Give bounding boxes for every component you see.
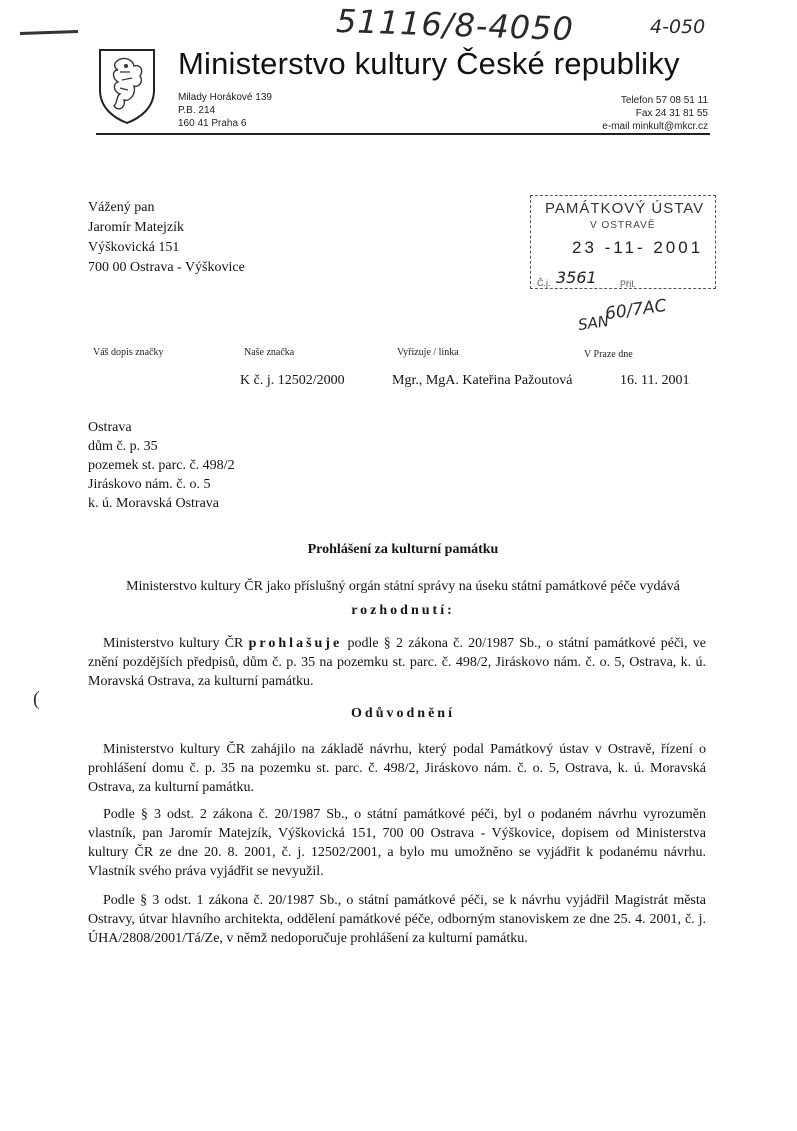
handwritten-file-number: 51116/8-4050 [335, 1, 575, 49]
reasoning-paragraph-2: Podle § 3 odst. 2 zákona č. 20/1987 Sb., o státní památkové péči, byl o podaném návrhu vyrozuměn vlastník, pan Jaromír Matejzík, Výškovická 151, 700 00 Ostrava - Výškovice, dopisem od Ministerstva kultury ČR ze dne 20. 8. 2001, č. j. 12502/2001, a bylo mu umožněno se vyjádřit k podanému návrhu. Vlastník svého práva vyjádřit se nevyužil. [88, 807, 706, 879]
document-heading: Prohlášení za kulturní památku [307, 542, 499, 557]
handwritten-annotation: 60/7AC [603, 295, 668, 325]
decision-heading: rozhodnutí: [351, 603, 455, 618]
decision-pre: Ministerstvo kultury ČR [103, 636, 244, 651]
recipient-line: Výškovická 151 [88, 240, 180, 255]
margin-mark: ( [33, 688, 40, 710]
address-line: 160 41 Praha 6 [178, 118, 247, 129]
subject-line: dům č. p. 35 [88, 439, 158, 454]
decision-keyword: prohlašuje [248, 636, 343, 651]
stamp-date: 23 -11- 2001 [572, 238, 704, 257]
date-value: 16. 11. 2001 [620, 373, 690, 388]
recipient-line: 700 00 Ostrava - Výškovice [88, 260, 245, 275]
ministry-name: Ministerstvo kultury České republiky [178, 46, 680, 81]
ministry-contacts [560, 94, 708, 133]
label-our-ref: Naše značka [244, 347, 295, 358]
decision-post: podle § 2 zákona č. 20/1987 Sb., o státní památkové péči, ve znění pozdějších předpisů, dům č. p. 35 na pozemku st. parc. č. 498/2, Jiráskovo nám. č. o. 5, Ostrava, k. ú. Moravská Ostrava, za kulturní památku. [88, 636, 707, 689]
letterhead-rule [96, 133, 710, 135]
stamp-cj-label: Č.j. [537, 278, 551, 288]
fax: Fax 24 31 81 55 [635, 108, 708, 119]
stamp-title: PAMÁTKOVÝ ÚSTAV [545, 200, 705, 217]
label-date: V Praze dne [584, 349, 633, 360]
address-line: P.B. 214 [178, 105, 216, 116]
stamp-attachments-label: Příl. [620, 279, 637, 289]
subject-block [88, 418, 235, 513]
ministry-address [178, 91, 272, 130]
decision-paragraph [88, 634, 706, 691]
stamp-subtitle: V OSTRAVĚ [590, 220, 656, 231]
reasoning-paragraph-1: Ministerstvo kultury ČR zahájilo na základě návrhu, který podal Památkový ústav v Ostravě, řízení o prohlášení domu č. p. 35 na pozemku st. parc. č. 498/2, Jiráskovo nám. č. o. 5, Ostrava, k. ú. Moravská Ostrava, za kulturní památku. [88, 742, 706, 795]
address-line: Milady Horákové 139 [178, 92, 272, 103]
coat-of-arms-icon [96, 46, 158, 126]
reasoning-paragraph-3: Podle § 3 odst. 1 zákona č. 20/1987 Sb., o státní památkové péči, se k návrhu vyjádřil Magistrát města Ostravy, útvar hlavního architekta, oddělení památkové péče, odborným stanoviskem ze dne 25. 4. 2001, č. j. ÚHA/2808/2001/Tá/Ze, v němž nedoporučuje prohlášení za kulturní památku. [88, 893, 706, 946]
our-ref-value: K č. j. 12502/2000 [240, 373, 345, 388]
intro-text: Ministerstvo kultury ČR jako příslušný orgán státní správy na úseku státní památkové péče vydává [126, 579, 680, 594]
recipient-address [88, 198, 245, 278]
subject-line: Jiráskovo nám. č. o. 5 [88, 477, 211, 492]
subject-line: k. ú. Moravská Ostrava [88, 496, 220, 511]
handled-by-value: Mgr., MgA. Kateřina Pažoutová [392, 373, 573, 388]
margin-scribble [20, 30, 78, 35]
phone: Telefon 57 08 51 11 [620, 95, 708, 106]
subject-line: Ostrava [88, 420, 132, 435]
label-handled-by: Vyřizuje / linka [397, 347, 459, 358]
recipient-line: Jaromír Matejzík [88, 220, 185, 235]
stamp-ref-handwritten: 3561 [556, 268, 597, 287]
label-your-ref: Váš dopis značky [93, 347, 164, 358]
recipient-line: Vážený pan [88, 200, 155, 215]
subject-line: pozemek st. parc. č. 498/2 [88, 458, 235, 473]
handwritten-corner-note: 4-050 [650, 16, 706, 38]
reasoning-heading: Odůvodnění [351, 706, 455, 721]
handwritten-initials: SAN [576, 311, 611, 335]
email: e-mail minkult@mkcr.cz [602, 121, 708, 132]
